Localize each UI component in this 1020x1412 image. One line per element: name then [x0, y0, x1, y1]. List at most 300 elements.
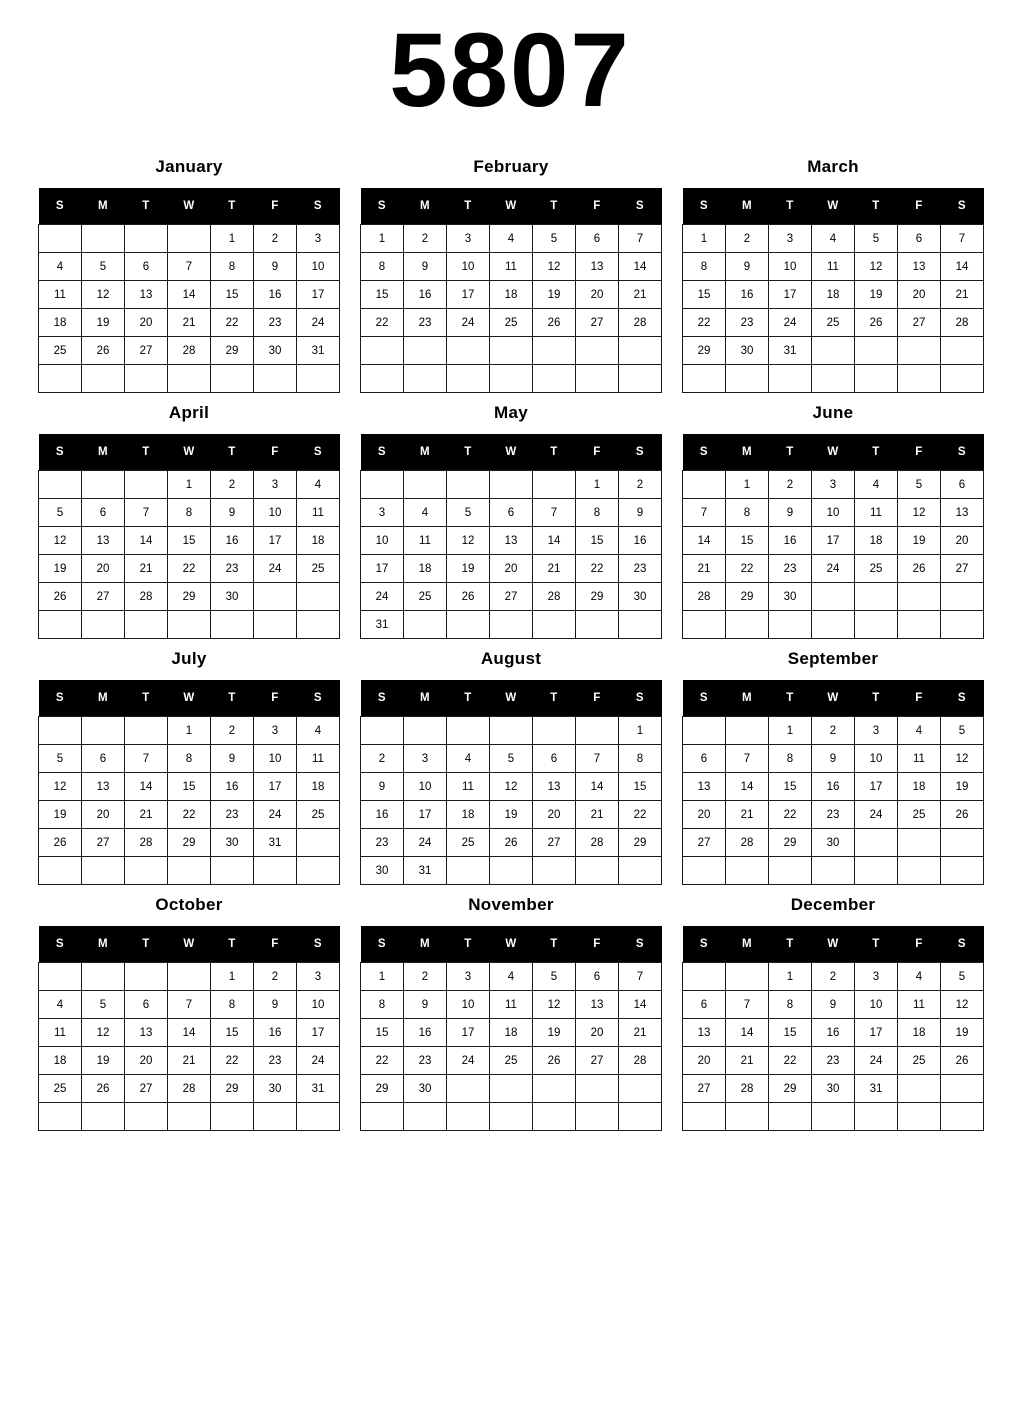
day-cell[interactable]: 8	[168, 499, 211, 527]
day-cell[interactable]: 26	[941, 801, 984, 829]
day-cell[interactable]: 21	[619, 1019, 662, 1047]
day-cell[interactable]: 18	[447, 801, 490, 829]
day-cell[interactable]: 10	[297, 991, 340, 1019]
day-cell[interactable]: 24	[297, 1047, 340, 1075]
day-cell[interactable]: 17	[855, 773, 898, 801]
day-cell[interactable]: 16	[254, 281, 297, 309]
day-cell[interactable]: 12	[855, 253, 898, 281]
day-cell[interactable]: 31	[254, 829, 297, 857]
day-cell[interactable]: 3	[254, 717, 297, 745]
day-cell[interactable]: 31	[361, 611, 404, 639]
day-cell[interactable]: 26	[82, 337, 125, 365]
day-cell[interactable]: 29	[619, 829, 662, 857]
day-cell[interactable]: 24	[855, 801, 898, 829]
day-cell[interactable]: 6	[576, 963, 619, 991]
day-cell[interactable]: 9	[254, 253, 297, 281]
day-cell[interactable]: 20	[898, 281, 941, 309]
day-cell[interactable]: 23	[404, 309, 447, 337]
day-cell[interactable]: 22	[619, 801, 662, 829]
day-cell[interactable]: 14	[683, 527, 726, 555]
day-cell[interactable]: 21	[125, 555, 168, 583]
day-cell[interactable]: 8	[769, 991, 812, 1019]
day-cell[interactable]: 15	[168, 527, 211, 555]
day-cell[interactable]: 31	[404, 857, 447, 885]
day-cell[interactable]: 23	[769, 555, 812, 583]
day-cell[interactable]: 20	[683, 801, 726, 829]
day-cell[interactable]: 19	[898, 527, 941, 555]
day-cell[interactable]: 24	[447, 309, 490, 337]
day-cell[interactable]: 12	[39, 773, 82, 801]
day-cell[interactable]: 17	[447, 1019, 490, 1047]
day-cell[interactable]: 31	[297, 337, 340, 365]
day-cell[interactable]: 6	[898, 225, 941, 253]
day-cell[interactable]: 7	[576, 745, 619, 773]
day-cell[interactable]: 17	[404, 801, 447, 829]
day-cell[interactable]: 9	[812, 745, 855, 773]
day-cell[interactable]: 4	[898, 963, 941, 991]
day-cell[interactable]: 6	[82, 745, 125, 773]
day-cell[interactable]: 7	[683, 499, 726, 527]
day-cell[interactable]: 28	[619, 1047, 662, 1075]
day-cell[interactable]: 26	[490, 829, 533, 857]
day-cell[interactable]: 4	[490, 963, 533, 991]
day-cell[interactable]: 3	[769, 225, 812, 253]
day-cell[interactable]: 15	[168, 773, 211, 801]
day-cell[interactable]: 18	[297, 773, 340, 801]
day-cell[interactable]: 24	[769, 309, 812, 337]
day-cell[interactable]: 27	[898, 309, 941, 337]
day-cell[interactable]: 15	[576, 527, 619, 555]
day-cell[interactable]: 26	[533, 1047, 576, 1075]
day-cell[interactable]: 22	[168, 555, 211, 583]
day-cell[interactable]: 2	[211, 471, 254, 499]
day-cell[interactable]: 17	[254, 527, 297, 555]
day-cell[interactable]: 24	[447, 1047, 490, 1075]
day-cell[interactable]: 12	[490, 773, 533, 801]
day-cell[interactable]: 12	[447, 527, 490, 555]
day-cell[interactable]: 18	[490, 1019, 533, 1047]
day-cell[interactable]: 11	[297, 499, 340, 527]
day-cell[interactable]: 30	[619, 583, 662, 611]
day-cell[interactable]: 28	[941, 309, 984, 337]
day-cell[interactable]: 17	[297, 1019, 340, 1047]
day-cell[interactable]: 28	[533, 583, 576, 611]
day-cell[interactable]: 19	[941, 1019, 984, 1047]
day-cell[interactable]: 21	[125, 801, 168, 829]
day-cell[interactable]: 18	[855, 527, 898, 555]
day-cell[interactable]: 20	[576, 1019, 619, 1047]
day-cell[interactable]: 9	[404, 991, 447, 1019]
day-cell[interactable]: 9	[361, 773, 404, 801]
day-cell[interactable]: 10	[855, 991, 898, 1019]
day-cell[interactable]: 20	[490, 555, 533, 583]
day-cell[interactable]: 21	[533, 555, 576, 583]
day-cell[interactable]: 15	[683, 281, 726, 309]
day-cell[interactable]: 6	[576, 225, 619, 253]
day-cell[interactable]: 1	[211, 225, 254, 253]
day-cell[interactable]: 6	[125, 991, 168, 1019]
day-cell[interactable]: 16	[726, 281, 769, 309]
day-cell[interactable]: 20	[683, 1047, 726, 1075]
day-cell[interactable]: 19	[39, 801, 82, 829]
day-cell[interactable]: 11	[898, 991, 941, 1019]
day-cell[interactable]: 23	[812, 801, 855, 829]
day-cell[interactable]: 25	[898, 1047, 941, 1075]
day-cell[interactable]: 4	[297, 717, 340, 745]
day-cell[interactable]: 11	[39, 281, 82, 309]
day-cell[interactable]: 22	[361, 1047, 404, 1075]
day-cell[interactable]: 20	[533, 801, 576, 829]
day-cell[interactable]: 29	[683, 337, 726, 365]
day-cell[interactable]: 7	[168, 991, 211, 1019]
day-cell[interactable]: 14	[125, 773, 168, 801]
day-cell[interactable]: 5	[39, 745, 82, 773]
day-cell[interactable]: 9	[619, 499, 662, 527]
day-cell[interactable]: 23	[361, 829, 404, 857]
day-cell[interactable]: 1	[683, 225, 726, 253]
day-cell[interactable]: 30	[211, 829, 254, 857]
day-cell[interactable]: 15	[211, 281, 254, 309]
day-cell[interactable]: 16	[211, 527, 254, 555]
day-cell[interactable]: 13	[533, 773, 576, 801]
day-cell[interactable]: 24	[297, 309, 340, 337]
day-cell[interactable]: 6	[533, 745, 576, 773]
day-cell[interactable]: 15	[769, 773, 812, 801]
day-cell[interactable]: 22	[168, 801, 211, 829]
day-cell[interactable]: 12	[533, 991, 576, 1019]
day-cell[interactable]: 1	[361, 225, 404, 253]
day-cell[interactable]: 9	[211, 745, 254, 773]
day-cell[interactable]: 10	[254, 499, 297, 527]
day-cell[interactable]: 24	[254, 801, 297, 829]
day-cell[interactable]: 16	[254, 1019, 297, 1047]
day-cell[interactable]: 18	[297, 527, 340, 555]
day-cell[interactable]: 9	[254, 991, 297, 1019]
day-cell[interactable]: 2	[404, 225, 447, 253]
day-cell[interactable]: 26	[447, 583, 490, 611]
day-cell[interactable]: 20	[82, 801, 125, 829]
day-cell[interactable]: 8	[361, 991, 404, 1019]
day-cell[interactable]: 10	[297, 253, 340, 281]
day-cell[interactable]: 13	[82, 773, 125, 801]
day-cell[interactable]: 8	[361, 253, 404, 281]
day-cell[interactable]: 12	[39, 527, 82, 555]
day-cell[interactable]: 6	[683, 745, 726, 773]
day-cell[interactable]: 19	[447, 555, 490, 583]
day-cell[interactable]: 8	[211, 253, 254, 281]
day-cell[interactable]: 6	[941, 471, 984, 499]
day-cell[interactable]: 27	[683, 1075, 726, 1103]
day-cell[interactable]: 12	[82, 1019, 125, 1047]
day-cell[interactable]: 31	[855, 1075, 898, 1103]
day-cell[interactable]: 3	[812, 471, 855, 499]
day-cell[interactable]: 5	[447, 499, 490, 527]
day-cell[interactable]: 18	[39, 1047, 82, 1075]
day-cell[interactable]: 4	[404, 499, 447, 527]
day-cell[interactable]: 14	[941, 253, 984, 281]
day-cell[interactable]: 23	[404, 1047, 447, 1075]
day-cell[interactable]: 7	[125, 745, 168, 773]
day-cell[interactable]: 24	[361, 583, 404, 611]
day-cell[interactable]: 2	[404, 963, 447, 991]
day-cell[interactable]: 22	[211, 309, 254, 337]
day-cell[interactable]: 3	[297, 225, 340, 253]
day-cell[interactable]: 1	[361, 963, 404, 991]
day-cell[interactable]: 4	[39, 991, 82, 1019]
day-cell[interactable]: 28	[168, 337, 211, 365]
day-cell[interactable]: 7	[619, 225, 662, 253]
day-cell[interactable]: 3	[855, 717, 898, 745]
day-cell[interactable]: 22	[726, 555, 769, 583]
day-cell[interactable]: 21	[726, 801, 769, 829]
day-cell[interactable]: 11	[490, 253, 533, 281]
day-cell[interactable]: 11	[855, 499, 898, 527]
day-cell[interactable]: 15	[361, 281, 404, 309]
day-cell[interactable]: 11	[490, 991, 533, 1019]
day-cell[interactable]: 17	[297, 281, 340, 309]
day-cell[interactable]: 12	[82, 281, 125, 309]
day-cell[interactable]: 31	[297, 1075, 340, 1103]
day-cell[interactable]: 6	[82, 499, 125, 527]
day-cell[interactable]: 9	[812, 991, 855, 1019]
day-cell[interactable]: 14	[576, 773, 619, 801]
day-cell[interactable]: 26	[855, 309, 898, 337]
day-cell[interactable]: 3	[361, 499, 404, 527]
day-cell[interactable]: 30	[812, 1075, 855, 1103]
day-cell[interactable]: 3	[447, 225, 490, 253]
day-cell[interactable]: 29	[576, 583, 619, 611]
day-cell[interactable]: 19	[39, 555, 82, 583]
day-cell[interactable]: 26	[39, 829, 82, 857]
day-cell[interactable]: 23	[812, 1047, 855, 1075]
day-cell[interactable]: 4	[490, 225, 533, 253]
day-cell[interactable]: 27	[82, 583, 125, 611]
day-cell[interactable]: 18	[898, 1019, 941, 1047]
day-cell[interactable]: 22	[769, 1047, 812, 1075]
day-cell[interactable]: 2	[211, 717, 254, 745]
day-cell[interactable]: 25	[297, 801, 340, 829]
day-cell[interactable]: 15	[769, 1019, 812, 1047]
day-cell[interactable]: 1	[168, 717, 211, 745]
day-cell[interactable]: 20	[125, 309, 168, 337]
day-cell[interactable]: 7	[726, 745, 769, 773]
day-cell[interactable]: 30	[812, 829, 855, 857]
day-cell[interactable]: 23	[254, 1047, 297, 1075]
day-cell[interactable]: 2	[769, 471, 812, 499]
day-cell[interactable]: 25	[39, 1075, 82, 1103]
day-cell[interactable]: 17	[855, 1019, 898, 1047]
day-cell[interactable]: 6	[125, 253, 168, 281]
day-cell[interactable]: 28	[683, 583, 726, 611]
day-cell[interactable]: 14	[168, 1019, 211, 1047]
day-cell[interactable]: 19	[533, 1019, 576, 1047]
day-cell[interactable]: 28	[125, 583, 168, 611]
day-cell[interactable]: 23	[254, 309, 297, 337]
day-cell[interactable]: 4	[39, 253, 82, 281]
day-cell[interactable]: 18	[39, 309, 82, 337]
day-cell[interactable]: 29	[211, 1075, 254, 1103]
day-cell[interactable]: 21	[619, 281, 662, 309]
day-cell[interactable]: 21	[168, 1047, 211, 1075]
day-cell[interactable]: 28	[168, 1075, 211, 1103]
day-cell[interactable]: 3	[855, 963, 898, 991]
day-cell[interactable]: 25	[855, 555, 898, 583]
day-cell[interactable]: 25	[39, 337, 82, 365]
day-cell[interactable]: 17	[812, 527, 855, 555]
day-cell[interactable]: 1	[769, 963, 812, 991]
day-cell[interactable]: 30	[254, 337, 297, 365]
day-cell[interactable]: 20	[125, 1047, 168, 1075]
day-cell[interactable]: 19	[82, 1047, 125, 1075]
day-cell[interactable]: 10	[404, 773, 447, 801]
day-cell[interactable]: 5	[855, 225, 898, 253]
day-cell[interactable]: 6	[490, 499, 533, 527]
day-cell[interactable]: 19	[941, 773, 984, 801]
day-cell[interactable]: 14	[533, 527, 576, 555]
day-cell[interactable]: 23	[726, 309, 769, 337]
day-cell[interactable]: 18	[898, 773, 941, 801]
day-cell[interactable]: 11	[447, 773, 490, 801]
day-cell[interactable]: 5	[490, 745, 533, 773]
day-cell[interactable]: 2	[361, 745, 404, 773]
day-cell[interactable]: 17	[769, 281, 812, 309]
day-cell[interactable]: 27	[576, 1047, 619, 1075]
day-cell[interactable]: 27	[533, 829, 576, 857]
day-cell[interactable]: 16	[404, 1019, 447, 1047]
day-cell[interactable]: 10	[447, 991, 490, 1019]
day-cell[interactable]: 25	[490, 309, 533, 337]
day-cell[interactable]: 28	[619, 309, 662, 337]
day-cell[interactable]: 25	[812, 309, 855, 337]
day-cell[interactable]: 21	[576, 801, 619, 829]
day-cell[interactable]: 4	[855, 471, 898, 499]
day-cell[interactable]: 31	[769, 337, 812, 365]
day-cell[interactable]: 11	[39, 1019, 82, 1047]
day-cell[interactable]: 5	[39, 499, 82, 527]
day-cell[interactable]: 2	[254, 225, 297, 253]
day-cell[interactable]: 7	[941, 225, 984, 253]
day-cell[interactable]: 25	[490, 1047, 533, 1075]
day-cell[interactable]: 14	[168, 281, 211, 309]
day-cell[interactable]: 24	[404, 829, 447, 857]
day-cell[interactable]: 23	[619, 555, 662, 583]
day-cell[interactable]: 13	[941, 499, 984, 527]
day-cell[interactable]: 30	[726, 337, 769, 365]
day-cell[interactable]: 24	[855, 1047, 898, 1075]
day-cell[interactable]: 16	[361, 801, 404, 829]
day-cell[interactable]: 11	[898, 745, 941, 773]
day-cell[interactable]: 10	[447, 253, 490, 281]
day-cell[interactable]: 27	[82, 829, 125, 857]
day-cell[interactable]: 12	[533, 253, 576, 281]
day-cell[interactable]: 22	[683, 309, 726, 337]
day-cell[interactable]: 3	[297, 963, 340, 991]
day-cell[interactable]: 26	[941, 1047, 984, 1075]
day-cell[interactable]: 9	[726, 253, 769, 281]
day-cell[interactable]: 10	[254, 745, 297, 773]
day-cell[interactable]: 10	[855, 745, 898, 773]
day-cell[interactable]: 14	[125, 527, 168, 555]
day-cell[interactable]: 23	[211, 801, 254, 829]
day-cell[interactable]: 25	[297, 555, 340, 583]
day-cell[interactable]: 9	[404, 253, 447, 281]
day-cell[interactable]: 5	[82, 253, 125, 281]
day-cell[interactable]: 5	[898, 471, 941, 499]
day-cell[interactable]: 25	[404, 583, 447, 611]
day-cell[interactable]: 11	[404, 527, 447, 555]
day-cell[interactable]: 4	[297, 471, 340, 499]
day-cell[interactable]: 27	[576, 309, 619, 337]
day-cell[interactable]: 8	[769, 745, 812, 773]
day-cell[interactable]: 20	[941, 527, 984, 555]
day-cell[interactable]: 29	[168, 829, 211, 857]
day-cell[interactable]: 12	[941, 991, 984, 1019]
day-cell[interactable]: 13	[125, 1019, 168, 1047]
day-cell[interactable]: 30	[254, 1075, 297, 1103]
day-cell[interactable]: 14	[726, 1019, 769, 1047]
day-cell[interactable]: 1	[726, 471, 769, 499]
day-cell[interactable]: 15	[361, 1019, 404, 1047]
day-cell[interactable]: 26	[898, 555, 941, 583]
day-cell[interactable]: 1	[168, 471, 211, 499]
day-cell[interactable]: 15	[619, 773, 662, 801]
day-cell[interactable]: 13	[683, 1019, 726, 1047]
day-cell[interactable]: 3	[404, 745, 447, 773]
day-cell[interactable]: 30	[361, 857, 404, 885]
day-cell[interactable]: 5	[82, 991, 125, 1019]
day-cell[interactable]: 1	[619, 717, 662, 745]
day-cell[interactable]: 21	[726, 1047, 769, 1075]
day-cell[interactable]: 17	[361, 555, 404, 583]
day-cell[interactable]: 4	[898, 717, 941, 745]
day-cell[interactable]: 5	[941, 963, 984, 991]
day-cell[interactable]: 10	[812, 499, 855, 527]
day-cell[interactable]: 27	[941, 555, 984, 583]
day-cell[interactable]: 21	[941, 281, 984, 309]
day-cell[interactable]: 2	[726, 225, 769, 253]
day-cell[interactable]: 19	[490, 801, 533, 829]
day-cell[interactable]: 16	[769, 527, 812, 555]
day-cell[interactable]: 1	[769, 717, 812, 745]
day-cell[interactable]: 28	[576, 829, 619, 857]
day-cell[interactable]: 13	[82, 527, 125, 555]
day-cell[interactable]: 8	[726, 499, 769, 527]
day-cell[interactable]: 8	[168, 745, 211, 773]
day-cell[interactable]: 25	[898, 801, 941, 829]
day-cell[interactable]: 22	[576, 555, 619, 583]
day-cell[interactable]: 22	[361, 309, 404, 337]
day-cell[interactable]: 29	[769, 1075, 812, 1103]
day-cell[interactable]: 7	[168, 253, 211, 281]
day-cell[interactable]: 27	[683, 829, 726, 857]
day-cell[interactable]: 15	[211, 1019, 254, 1047]
day-cell[interactable]: 18	[490, 281, 533, 309]
day-cell[interactable]: 2	[812, 963, 855, 991]
day-cell[interactable]: 26	[39, 583, 82, 611]
day-cell[interactable]: 8	[619, 745, 662, 773]
day-cell[interactable]: 29	[361, 1075, 404, 1103]
day-cell[interactable]: 28	[125, 829, 168, 857]
day-cell[interactable]: 29	[726, 583, 769, 611]
day-cell[interactable]: 13	[683, 773, 726, 801]
day-cell[interactable]: 16	[619, 527, 662, 555]
day-cell[interactable]: 7	[726, 991, 769, 1019]
day-cell[interactable]: 5	[533, 225, 576, 253]
day-cell[interactable]: 17	[447, 281, 490, 309]
day-cell[interactable]: 24	[812, 555, 855, 583]
day-cell[interactable]: 29	[769, 829, 812, 857]
day-cell[interactable]: 16	[404, 281, 447, 309]
